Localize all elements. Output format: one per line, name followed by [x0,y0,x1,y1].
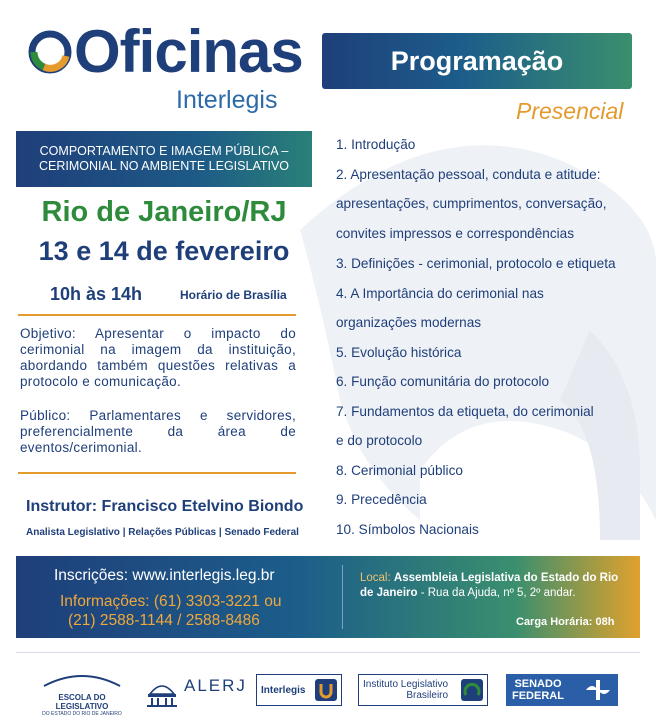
list-item: convites impressos e correspondências [336,226,575,241]
list-item: 6. Função comunitária do protocolo [336,374,550,389]
ilb-logo [358,674,488,706]
list-item: 2. Apresentação pessoal, conduta e atitude: [336,167,601,182]
location-address: - Rua da Ajuda, nº 5, 2º andar. [417,587,576,599]
list-item: 5. Evolução histórica [336,345,462,360]
objective-text: Objetivo: Apresentar o impacto do cerimonial na imagem da instituição, abordando também questões relativas a protocolo e comunicação. [20,326,296,389]
list-item: 4. A Importância do cerimonial nas [336,286,544,301]
list-item: 7. Fundamentos da etiqueta, do cerimonial [336,404,594,419]
ilb-mark-icon [461,679,483,701]
page-subtitle: Interlegis [176,86,278,114]
workload-text: Carga Horária: 08h [516,616,615,628]
event-hours: 10h às 14h [50,284,143,304]
info-phone-line-2: (21) 2588-1144 / 2588-8486 [68,612,260,629]
programacao-title: Programação [390,45,564,76]
list-item: organizações modernas [336,315,482,330]
event-timezone: Horário de Brasília [180,288,287,302]
alerj-label: ALERJ [184,676,247,695]
event-city: Rio de Janeiro/RJ [41,196,287,228]
senado-logo [506,674,618,706]
location-name: Assembleia Legislativa do Estado do Rio de Janeiro [360,572,619,599]
instructor-role: Analista Legislativo | Relações Públicas | Senado Federal [26,527,299,538]
ilb-line-2: Brasileiro [406,690,449,701]
senado-line-2: FEDERAL [512,690,564,702]
list-item: 9. Precedência [336,492,427,507]
escola-name: ESCOLA DO LEGISLATIVO [55,693,109,711]
inscricoes-link[interactable]: Inscrições: www.interlegis.leg.br [54,567,275,584]
logos-divider [16,652,640,653]
topic-title [16,131,312,187]
senado-line-1: SENADO [514,678,562,690]
ilb-line-1: Instituto Legislativo [363,679,449,690]
instructor-name: Instrutor: Francisco Etelvino Biondo [26,498,304,515]
list-item: 8. Cerimonial público [336,463,463,478]
event-dates: 13 e 14 de fevereiro [38,236,290,266]
location-text [360,571,630,601]
divider [18,314,296,316]
topic-line-2: CERIMONIAL NO AMBIENTE LEGISLATIVO [38,159,290,173]
escola-sub: DO ESTADO DO RIO DE JANEIRO [42,711,122,717]
list-item: 3. Definições - cerimonial, protocolo e etiqueta [336,256,616,271]
interlegis-logo-label: Interlegis [261,684,306,696]
divider [18,472,296,474]
footer-divider [342,565,343,629]
info-phone-line-1: Informações: (61) 3303-3221 ou [60,593,282,610]
escola-logo [34,668,130,717]
list-item: 10. Símbolos Nacionais [336,522,479,537]
list-item: e do protocolo [336,433,423,448]
audience-text: Público: Parlamentares e servidores, preferencialmente da área de eventos/cerimonial. [20,408,296,455]
list-item: 1. Introdução [336,137,416,152]
mode-label: Presencial [516,98,624,124]
location-label: Local: [360,572,391,584]
interlegis-logo [256,674,342,706]
list-item: apresentações, cumprimentos, conversação, [336,196,607,211]
page-title: Oficinas [74,18,303,85]
escola-logo-icon [34,668,130,688]
senado-building-icon [584,678,612,702]
oficinas-logo-icon [28,30,72,74]
topic-line-1: COMPORTAMENTO E IMAGEM PÚBLICA – [39,144,289,158]
interlegis-mark-icon [315,679,337,701]
alerj-building-icon [144,672,180,708]
